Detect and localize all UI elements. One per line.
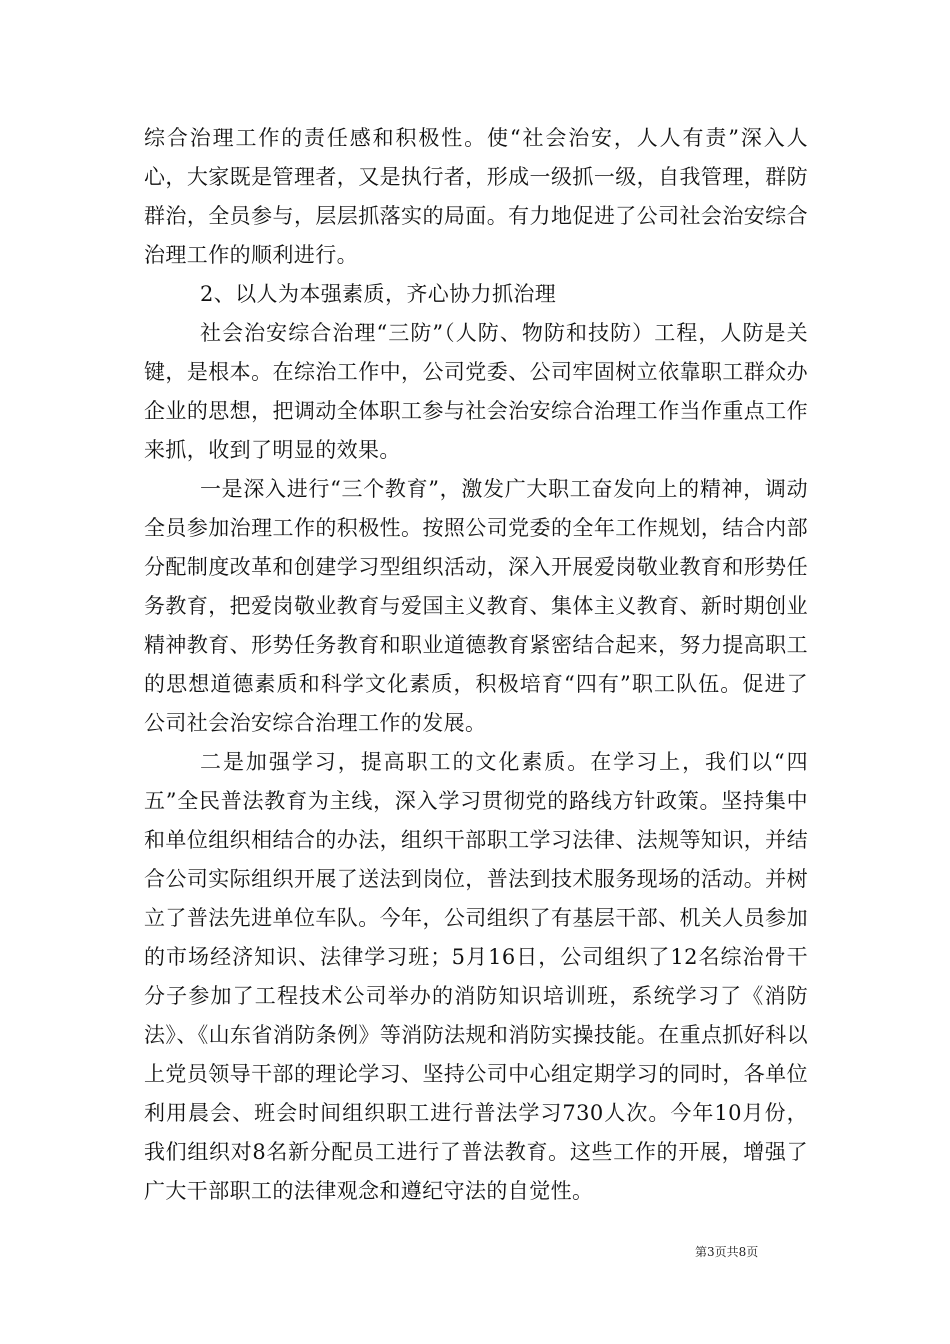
document-body bbox=[144, 119, 808, 1211]
section-heading: 2、以人为本强素质，齐心协力抓治理 bbox=[200, 282, 557, 306]
page-number-footer: 第3页共8页 bbox=[695, 1245, 759, 1259]
paragraph-three-educations: 一是深入进行“三个教育”，激发广大职工奋发向上的精神，调动全员参加治理工作的积极性。按照公司党委的全年工作规划，结合内部分配制度改革和创建学习型组织活动，深入开展爱岗敬业教育和形势任务教育，把爱岗敬业教育与爱国主义教育、集体主义教育、新时期创业精神教育、形势任务教育和职业道德教育紧密结合起来，努力提高职工的思想道德素质和科学文化素质，积极培育“四有”职工队伍。促进了公司社会治安综合治理工作的发展。 bbox=[144, 477, 808, 735]
paragraph-three-defenses: 社会治安综合治理“三防”（人防、物防和技防）工程，人防是关键，是根本。在综治工作中，公司党委、公司牢固树立依靠职工群众办企业的思想，把调动全体职工参与社会治安综合治理工作当作重点工作来抓，收到了明显的效果。 bbox=[144, 321, 808, 462]
paragraph-continuation: 综合治理工作的责任感和积极性。使“社会治安，人人有责”深入人心，大家既是管理者，又是执行者，形成一级抓一级，自我管理，群防群治，全员参与，层层抓落实的局面。有力地促进了公司社会治安综合治理工作的顺利进行。 bbox=[144, 126, 808, 267]
paragraph-legal-study: 二是加强学习，提高职工的文化素质。在学习上，我们以“四五”全民普法教育为主线，深入学习贯彻党的路线方针政策。坚持集中和单位组织相结合的办法，组织干部职工学习法律、法规等知识，并结合公司实际组织开展了送法到岗位，普法到技术服务现场的活动。并树立了普法先进单位车队。今年，公司组织了有基层干部、机关人员参加的市场经济知识、法律学习班；5月16日，公司组织了12名综治骨干分子参加了工程技术公司举办的消防知识培训班，系统学习了《消防法》、《山东省消防条例》等消防法规和消防实操技能。在重点抓好科以上党员领导干部的理论学习、坚持公司中心组定期学习的同时，各单位利用晨会、班会时间组织职工进行普法学习730人次。今年10月份，我们组织对8名新分配员工进行了普法教育。这些工作的开展，增强了广大干部职工的法律观念和遵纪守法的自觉性。 bbox=[144, 750, 808, 1203]
